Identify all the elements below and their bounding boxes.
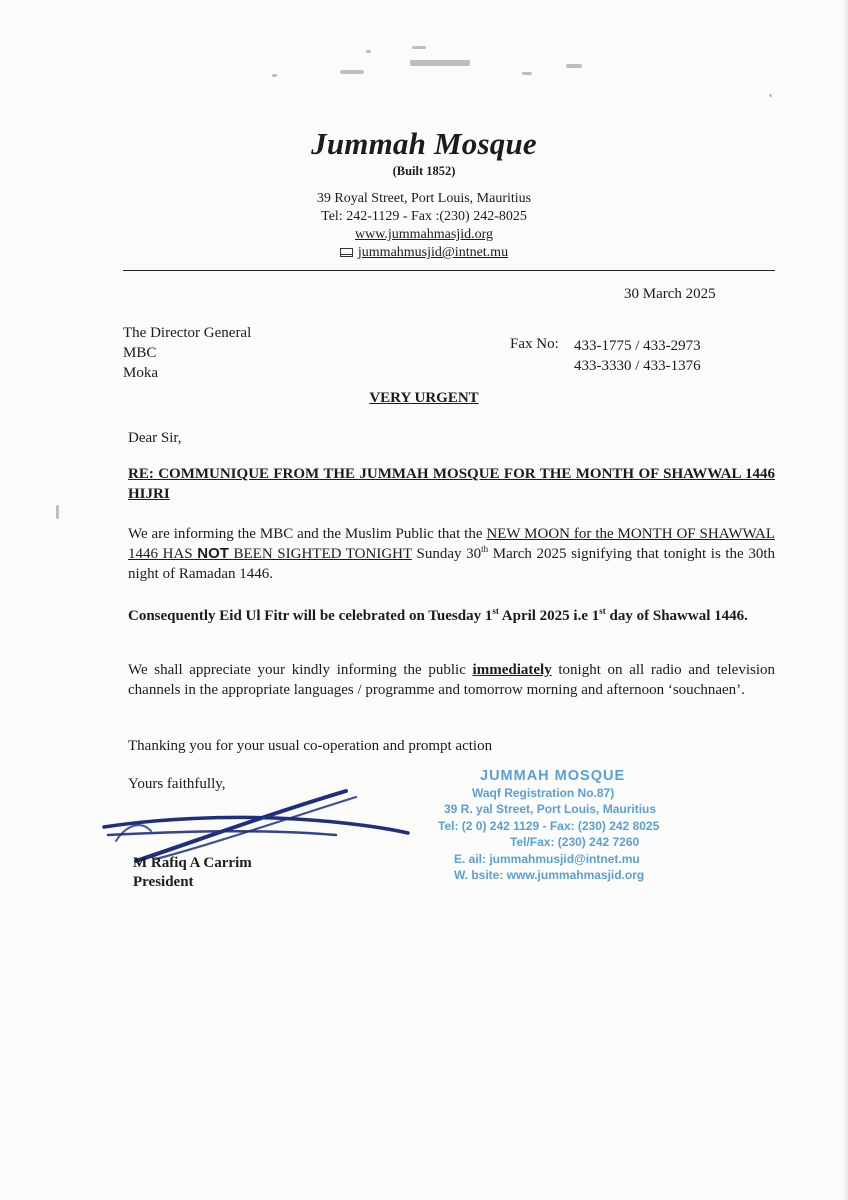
stamp-line: W. bsite: www.jummahmasjid.org bbox=[454, 868, 645, 882]
letterhead-tel: Tel: 242-1129 - Fax :(230) 242-8025 bbox=[321, 209, 527, 224]
scan-speck bbox=[566, 64, 582, 68]
scan-speck bbox=[769, 94, 772, 97]
recipient-line: Moka bbox=[123, 365, 158, 381]
scan-speck bbox=[410, 60, 470, 66]
scan-speck bbox=[412, 46, 426, 49]
letterhead-address: 39 Royal Street, Port Louis, Mauritius bbox=[316, 191, 532, 206]
fax-label: Fax No: bbox=[510, 336, 559, 352]
subject-line: RE: COMMUNIQUE FROM THE JUMMAH MOSQUE FOR THE MONTH OF SHAWWAL 1446 HIJRI bbox=[128, 466, 775, 502]
para-text: We are informing the MBC and the Muslim Public that the bbox=[128, 526, 487, 542]
paragraph-eid-date bbox=[128, 606, 775, 626]
superscript: th bbox=[481, 544, 489, 554]
superscript: st bbox=[599, 606, 606, 616]
letterhead-email[interactable]: jummahmusjid@intnet.mu bbox=[357, 245, 509, 260]
stamp-line: E. ail: jummahmusjid@intnet.mu bbox=[454, 851, 640, 866]
urgency-heading: VERY URGENT bbox=[369, 390, 479, 406]
letterhead-title: Jummah Mosque bbox=[311, 126, 537, 161]
scan-speck bbox=[272, 74, 277, 77]
recipient-line: MBC bbox=[123, 345, 157, 361]
para-text: day of Shawwal 1446. bbox=[605, 608, 748, 624]
para-text: NEW MOON for the MONTH OF SHAWWAL 1446 HAS bbox=[128, 526, 775, 562]
para-text: April 2025 i.e 1 bbox=[498, 608, 600, 624]
para-text: Sunday 30 bbox=[411, 546, 482, 562]
stamp-line: Tel: (2 0) 242 1129 - Fax: (230) 242 8025 bbox=[438, 818, 660, 833]
para-text: Consequently Eid Ul Fitr will be celebrated on Tuesday 1 bbox=[128, 608, 493, 624]
scan-speck bbox=[366, 50, 371, 53]
stamp-title: JUMMAH MOSQUE bbox=[480, 768, 626, 784]
scan-speck bbox=[522, 72, 532, 75]
closing: Yours faithfully, bbox=[128, 776, 226, 792]
scan-speck bbox=[56, 505, 59, 519]
letterhead-built: (Built 1852) bbox=[392, 164, 456, 178]
signatory-title: President bbox=[133, 874, 194, 890]
fax-numbers bbox=[574, 336, 701, 376]
letterhead-divider bbox=[123, 270, 775, 271]
para-emphasis: immediately bbox=[472, 662, 552, 678]
stamp-line: 39 R. yal Street, Port Louis, Mauritius bbox=[444, 802, 657, 816]
page-edge-shadow bbox=[842, 0, 848, 1200]
not-emphasis: NOT bbox=[197, 545, 229, 562]
letter-date: 30 March 2025 bbox=[624, 286, 716, 302]
recipient-line: The Director General bbox=[123, 325, 252, 341]
recipient-block bbox=[123, 323, 251, 383]
para-text: tonight on all radio and television channels in the appropriate languages / programme and tomorrow morning and afternoon ‘souchnaen’. bbox=[128, 662, 775, 698]
fax-number-line: 433-3330 / 433-1376 bbox=[574, 358, 701, 374]
signatory-name: M Rafiq A Carrim bbox=[133, 855, 252, 871]
para-text: We shall appreciate your kindly informing the public bbox=[128, 662, 473, 678]
para-text: March 2025 signifying that tonight is the 30th night of Ramadan 1446. bbox=[128, 546, 775, 582]
letterhead-website[interactable]: www.jummahmasjid.org bbox=[354, 227, 494, 242]
letterhead-contact bbox=[0, 190, 848, 262]
paragraph-request bbox=[128, 660, 775, 700]
mosque-stamp bbox=[420, 768, 690, 884]
envelope-icon bbox=[340, 248, 353, 257]
salutation: Dear Sir, bbox=[128, 430, 182, 446]
stamp-line: Waqf Registration No.87) bbox=[472, 785, 615, 800]
para-text: BEEN SIGHTED TONIGHT bbox=[228, 546, 412, 562]
scan-speck bbox=[340, 70, 364, 74]
fax-number-line: 433-1775 / 433-2973 bbox=[574, 338, 701, 354]
letterhead-email-row bbox=[0, 244, 848, 262]
stamp-line: Tel/Fax: (230) 242 7260 bbox=[510, 835, 640, 849]
signatory-block bbox=[133, 854, 252, 892]
paragraph-thanks: Thanking you for your usual co-operation and prompt action bbox=[128, 738, 493, 754]
paragraph-announcement bbox=[128, 524, 775, 584]
superscript: st bbox=[492, 606, 499, 616]
